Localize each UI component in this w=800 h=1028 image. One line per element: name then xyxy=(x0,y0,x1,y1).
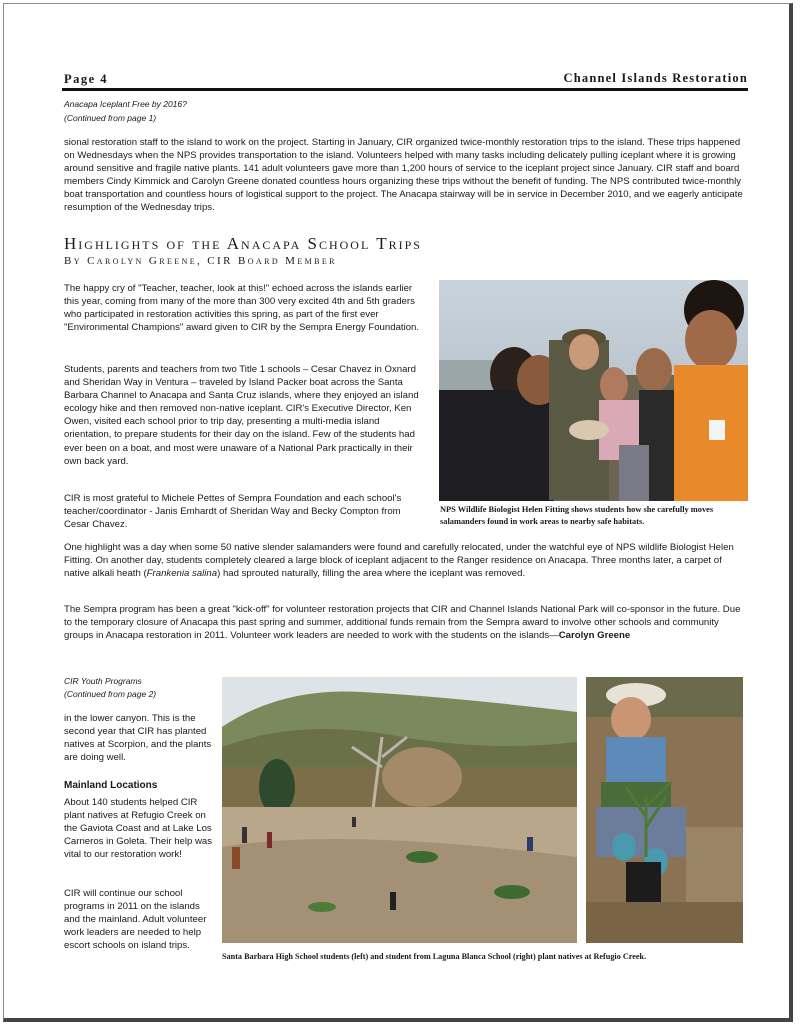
article-paragraph-1: The happy cry of "Teacher, teacher, look at this!" echoed across the islands earlier this year, coming from many of the more than 300 very excited 4th and 5th graders who participated in restoration activities this spring, as part of the first ever "Environmental Champions" award given to CIR by the Sempra Energy Foundation. xyxy=(64,283,420,334)
p4-text-after: ) had sprouted naturally, filling the area where the iceplant was removed. xyxy=(217,568,526,580)
article-paragraph-4 xyxy=(64,541,746,580)
author-signoff: Carolyn Greene xyxy=(558,630,631,642)
youth-paragraph-1: in the lower canyon. This is the second year that CIR has planted natives at Scorpion, and the plants are doing well. xyxy=(64,713,212,764)
laguna-blanca-student-photo xyxy=(586,677,743,943)
continued-from-note: (Continued from page 1) xyxy=(64,113,157,123)
continued-paragraph: sional restoration staff to the island to work on the project. Starting in January, CIR organized twice-monthly restoration trips to the island. These trips happened on Wednesdays when the NPS provides transportation to the island. Volunteers helped with many tasks including delicately pulling iceplant where it is growing around sensitive and fragile native plants. 141 adult volunteers gave more than 1,200 hours of service to the iceplant project since January. CIR staff and board members Cindy Kimmick and Carolyn Greene donated countless hours organizing these trips without the benefit of funding. The NPS contributed twice-monthly boat transportation and countless hours of logistical support to the project. The Anacapa stairway will be in service in December 2010, and we eagerly anticipate resumption of the Wednesday trips. xyxy=(64,137,743,214)
salamander-photo-caption: NPS Wildlife Biologist Helen Fitting shows students how she carefully moves salamanders found in work areas to nearby safe habitats. xyxy=(440,505,714,526)
continued-youth-from-note: (Continued from page 2) xyxy=(64,689,157,699)
youth-paragraph-3: CIR will continue our school programs in 2011 on the islands and the mainland. Adult volunteer work leaders are needed to help escort schools on island trips. xyxy=(64,888,207,952)
youth-paragraph-2: About 140 students helped CIR plant natives at Refugio Creek on the Gaviota Coast and at Lake Los Carneros in Goleta. Their help was vital to our restoration work! xyxy=(64,797,213,861)
header-rule xyxy=(62,88,748,91)
mainland-subheading: Mainland Locations xyxy=(64,780,158,791)
article-byline: By Carolyn Greene, CIR Board Member xyxy=(64,255,337,267)
article-paragraph-2: Students, parents and teachers from two Title 1 schools – Cesar Chavez in Oxnard and Sheridan Way in Ventura – traveled by Island Packer boat across the Santa Barbara Channel to Anacapa and Santa Cruz islands, where they enjoyed an island ecology hike and then removed non-native iceplant. CIR's Executive Director, Ken Owen, visited each school prior to trip day, presenting a multi-media island orientation, to prepare students for their day on the island. Few of the students had ever been on a boat, and most were unaware of a National Park practically in their own back yard. xyxy=(64,364,419,467)
continued-youth-title: CIR Youth Programs xyxy=(64,676,142,686)
species-name: Frankenia salina xyxy=(146,568,218,580)
refugio-creek-hillside-photo xyxy=(222,677,577,943)
article-paragraph-5 xyxy=(64,603,746,642)
planting-photos-caption: Santa Barbara High School students (left) and student from Laguna Blanca School (right) plant natives at Refugio Creek. xyxy=(222,952,647,961)
salamander-photo xyxy=(439,280,748,501)
publication-name: Channel Islands Restoration xyxy=(563,71,748,85)
article-paragraph-3: CIR is most grateful to Michele Pettes of Sempra Foundation and each school's teacher/coordinator - Janis Emhardt of Sheridan Way and Becky Compton from Cesar Chavez. xyxy=(64,493,402,531)
continued-article-title: Anacapa Iceplant Free by 2016? xyxy=(64,99,187,109)
p4-text-before: One highlight was a day when some 50 native slender salamanders were found and carefully relocated, under the watchful eye of NPS wildlife Biologist Helen Fitting. On another day, students completely cleared a large block of iceplant adjacent to the Ranger residence on Anacapa. Three months later, a carpet of native alkali heath ( xyxy=(64,542,734,580)
article-title: Highlights of the Anacapa School Trips xyxy=(64,234,422,253)
p5-text: The Sempra program has been a great "kick-off" for volunteer restoration projects that CIR and Channel Islands National Park will co-sponsor in the future. Due to the temporary closure of Anacapa this past spring and summer, additional funds remain from the Sempra award to involve other schools and community groups in Anacapa restoration in 2011. Volunteer work leaders are needed to work with the students on the islands— xyxy=(64,604,741,642)
page-number: Page 4 xyxy=(64,72,109,86)
